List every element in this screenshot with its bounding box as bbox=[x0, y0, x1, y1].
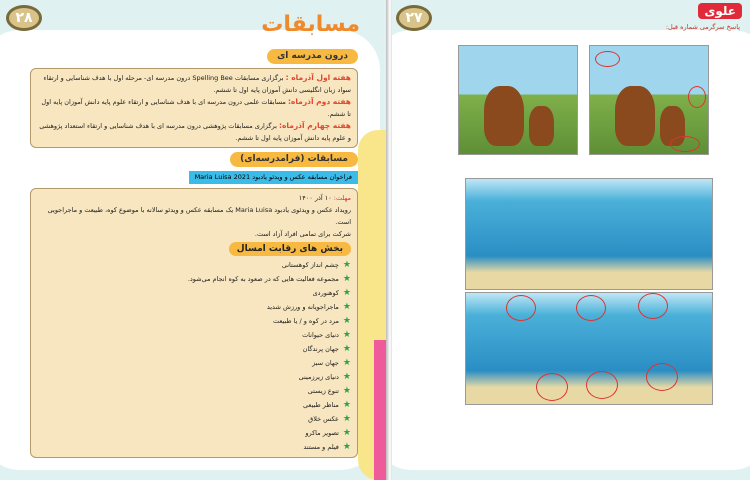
item-label: هفته دوم آذرماه: bbox=[287, 97, 351, 106]
school-contests-box bbox=[30, 68, 358, 148]
star-icon: ★ bbox=[342, 414, 351, 424]
contest-description: رویداد عکس و ویدئوی یادبود Maria Luisa یک مسابقه عکس و ویدئو سالانه با موضوع کوه، طبیعت و ماجراجویی است. bbox=[47, 206, 351, 226]
category-item bbox=[37, 328, 351, 342]
category-label: جهان پرندگان bbox=[302, 345, 339, 353]
page-title: مسابقات bbox=[261, 12, 360, 37]
category-label: مناظر طبیعی bbox=[303, 401, 339, 409]
deadline-label: مهلت: bbox=[333, 194, 351, 202]
category-item bbox=[37, 300, 351, 314]
category-item bbox=[37, 314, 351, 328]
category-item bbox=[37, 258, 351, 272]
sea-image-answer bbox=[465, 292, 713, 405]
category-label: چشم انداز کوهستانی bbox=[281, 261, 339, 269]
section-heading: بخش های رقابت امسال bbox=[229, 242, 351, 256]
category-label: مجموعه فعالیت هایی که در صعود به کوه انجام می‌شود. bbox=[187, 275, 339, 283]
section-heading: درون مدرسه ای bbox=[267, 49, 358, 64]
contest-banner: فراخوان مسابقه عکس و ویدئو یادبود 2021 Maria Luisa bbox=[189, 171, 358, 184]
contest-box bbox=[30, 188, 358, 458]
contest-eligibility: شرکت برای تمامی افراد آزاد است. bbox=[254, 230, 351, 238]
item-text: برگزاری مسابقات Spelling Bee درون مدرسه ای- مرحله اول با هدف شناسایی و ارتقاء سواد زبان انگلیسی دانش آموزان پایه اول تا ششم. bbox=[43, 74, 351, 94]
star-icon: ★ bbox=[342, 428, 351, 438]
star-icon: ★ bbox=[342, 386, 351, 396]
category-item bbox=[37, 370, 351, 384]
category-label: ماجراجویانه و ورزش شدید bbox=[266, 303, 339, 311]
category-label: جهان سبز bbox=[312, 359, 339, 367]
category-label: تصویر ماکرو bbox=[305, 429, 339, 437]
category-item bbox=[37, 356, 351, 370]
star-icon: ★ bbox=[342, 260, 351, 270]
category-item bbox=[37, 440, 351, 454]
star-icon: ★ bbox=[342, 344, 351, 354]
category-list bbox=[37, 258, 351, 454]
bear-image-original bbox=[458, 45, 578, 155]
category-item bbox=[37, 384, 351, 398]
category-label: تنوع زیستی bbox=[307, 387, 339, 395]
category-label: دنیای حیوانات bbox=[302, 331, 339, 339]
star-icon: ★ bbox=[342, 358, 351, 368]
sea-image-original bbox=[465, 178, 713, 290]
category-label: عکس خلاق bbox=[308, 415, 339, 423]
category-item bbox=[37, 426, 351, 440]
category-item bbox=[37, 342, 351, 356]
item-label: هفته چهارم آذرماه: bbox=[278, 121, 351, 130]
right-page bbox=[392, 0, 750, 480]
star-icon: ★ bbox=[342, 316, 351, 326]
star-icon: ★ bbox=[342, 330, 351, 340]
category-label: کوهنوردی bbox=[312, 289, 339, 297]
star-icon: ★ bbox=[342, 372, 351, 382]
page-number: ۲۸ bbox=[6, 5, 42, 31]
category-label: مرد در کوه و / یا طبیعت bbox=[272, 317, 339, 325]
star-icon: ★ bbox=[342, 274, 351, 284]
category-label: دنیای زیرزمینی bbox=[298, 373, 339, 381]
item-label: هفته اول آذرماه : bbox=[285, 73, 351, 82]
bear-image-answer bbox=[589, 45, 709, 155]
section-heading: مسابقات (فرامدرسه‌ای) bbox=[230, 152, 358, 167]
page-number: ۲۷ bbox=[396, 5, 432, 31]
star-icon: ★ bbox=[342, 302, 351, 312]
category-label: فیلم و مستند bbox=[303, 443, 339, 451]
star-icon: ★ bbox=[342, 442, 351, 452]
category-item bbox=[37, 398, 351, 412]
category-item bbox=[37, 412, 351, 426]
item-text: برگزاری مسابقات پژوهشی درون مدرسه ای با هدف شناسایی و ارتقاء استعداد پژوهشی و علوم پایه دانش آموزان پایه اول تا ششم. bbox=[39, 122, 351, 142]
item-text: مسابقات علمی درون مدرسه ای با هدف شناسایی و ارتقاء علوم پایه دانش آموزان پایه اول تا ششم. bbox=[41, 98, 351, 118]
deadline: ۱۰ آذر ۱۴۰۰ bbox=[298, 194, 332, 202]
subtitle: پاسخ سرگرمی شماره قبل: bbox=[665, 23, 740, 31]
logo: علوی bbox=[698, 3, 742, 19]
content-column bbox=[30, 49, 358, 458]
star-icon: ★ bbox=[342, 288, 351, 298]
category-item bbox=[37, 272, 351, 286]
category-item bbox=[37, 286, 351, 300]
star-icon: ★ bbox=[342, 400, 351, 410]
